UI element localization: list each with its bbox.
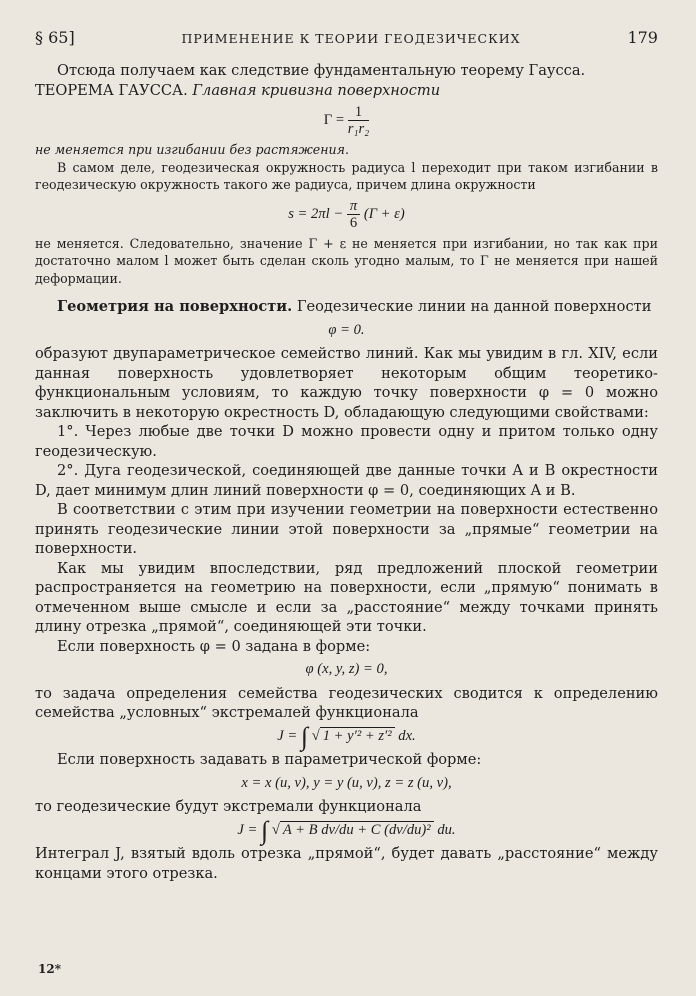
- p1-text: Отсюда получаем как следствие фундаментальную теорему Гаусса.: [57, 62, 586, 79]
- formula-functional-1: J = ∫ √ 1 + y′² + z′² dx.: [277, 721, 416, 751]
- paragraph-1: [35, 61, 658, 100]
- section-number: § 65]: [35, 28, 75, 47]
- signature-mark: 12*: [38, 962, 61, 976]
- page-header: [35, 28, 658, 47]
- formula-implicit: φ (x, y, z) = 0,: [305, 661, 388, 677]
- paragraph-8: В соответствии с этим при изучении геометрии на поверхности естественно принять геодезические линии этой поверхности за „прямые“ геометрии на поверхности.: [35, 501, 658, 557]
- running-title: ПРИМЕНЕНИЕ К ТЕОРИИ ГЕОДЕЗИЧЕСКИХ: [181, 31, 521, 46]
- formula-parametric: x = x (u, v), y = y (u, v), z = z (u, v),: [241, 774, 452, 791]
- formula-circumference: s = 2πl − $\frac{\pi}{6}$ (Γ + ε): [288, 197, 405, 231]
- paragraph-13: то геодезические будут экстремали функционала: [35, 798, 422, 816]
- p4-text: Геодезические линии на данной поверхности: [296, 298, 652, 315]
- paragraph-2: В самом деле, геодезическая окружность радиуса l переходит при таком изгибании в геодезическую окружность такого же радиуса, причем длина окружности: [35, 159, 658, 192]
- paragraph-7: 2°. Дуга геодезической, соединяющей две данные точки A и B окрестности D, дает минимум длин линий поверхности φ = 0, соединяющих A и B.: [35, 462, 658, 499]
- page-number: 179: [627, 28, 658, 47]
- formula-gauss-curvature: Γ = $\frac{1}{\text{r₁r₂}}$: [323, 104, 370, 137]
- theorem-end: не меняется при изгибании без растяжения.: [35, 142, 349, 157]
- paragraph-9: Как мы увидим впоследствии, ряд предложений плоской геометрии распространяется на геометрию на поверхности, если „прямую“ понимать в отмеченном выше смысле и если за „расстояние“ между точками принять длину отрезка „прямой“, соединяющей эти точки.: [35, 559, 658, 635]
- paragraph-12: Если поверхность задавать в параметрической форме:: [57, 751, 482, 769]
- paragraph-4: [35, 297, 658, 317]
- formula-functional-2: J = ∫ √ A + B dv/du + C (dv/du)² du.: [237, 815, 456, 845]
- section-heading: Геометрия на поверхности.: [57, 298, 293, 315]
- paragraph-10: Если поверхность φ = 0 задана в форме:: [57, 637, 371, 655]
- theorem-text: Главная кривизна поверхности: [192, 81, 441, 99]
- theorem-label: ТЕОРЕМА ГАУССА.: [35, 81, 188, 99]
- paragraph-5: образуют двупараметрическое семейство линий. Как мы увидим в гл. XIV, если данная поверхность удовлетворяет некоторым общим теоретико-функциональным условиям, то каждую точку поверхности φ = 0 можно заключить в некоторую окрестность D, обладающую следующими свойствами:: [35, 345, 658, 421]
- paragraph-3: не меняется. Следовательно, значение Γ + ε не меняется при изгибании, но так как при достаточно малом l может быть сделан сколь угодно малым, то Γ не меняется при нашей деформации.: [35, 235, 658, 286]
- paragraph-6: 1°. Через любые две точки D можно провести одну и притом только одну геодезическую.: [35, 423, 658, 460]
- formula-surface: φ = 0.: [328, 321, 365, 338]
- paragraph-11: то задача определения семейства геодезических сводится к определению семейства „условных“ экстремалей функционала: [35, 684, 658, 721]
- paragraph-14: Интеграл J, взятый вдоль отрезка „прямой“, будет давать „расстояние“ между концами этого отрезка.: [35, 845, 658, 882]
